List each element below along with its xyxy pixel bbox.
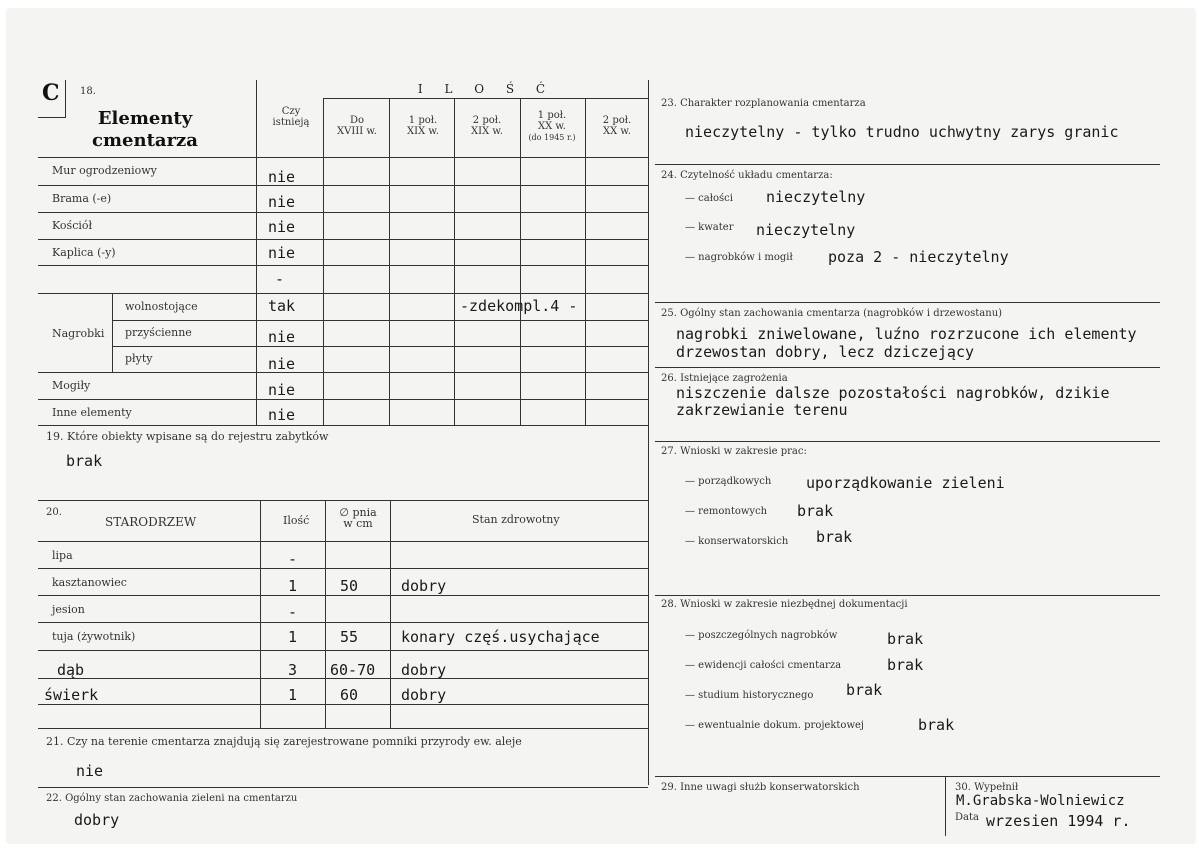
field-27-order-label: — porządkowych bbox=[685, 476, 772, 487]
tree-name-5: świerk bbox=[44, 686, 99, 704]
col-header-3: 2 poł. XIX w. bbox=[471, 115, 503, 137]
trees-title: STARODRZEW bbox=[105, 515, 197, 529]
trees-col-count: Ilość bbox=[283, 514, 310, 527]
field-28-design-label: — ewentualnie dokum. projektowej bbox=[685, 720, 865, 731]
tree-diam-3: 55 bbox=[340, 628, 359, 646]
field-27-label: 27. Wnioski w zakresie prac: bbox=[661, 446, 807, 457]
field-24-graves-value: poza 2 - nieczytelny bbox=[828, 248, 1009, 266]
tree-count-5: 1 bbox=[288, 686, 298, 704]
field-22-label: 22. Ogólny stan zachowania zieleni na cmentarzu bbox=[46, 793, 298, 804]
field-27-order-value: uporządkowanie zieleni bbox=[806, 474, 1005, 492]
tree-count-1: 1 bbox=[288, 577, 298, 595]
col-header-4: 1 poł. XX w. (do 1945 r.) bbox=[528, 110, 576, 142]
field-28-individual-value: brak bbox=[887, 630, 924, 648]
field-28-individual-label: — poszczególnych nagrobków bbox=[685, 630, 838, 641]
col-header-5: 2 poł. XX w. bbox=[602, 115, 632, 137]
value-church: nie bbox=[268, 218, 296, 236]
field-24-label: 24. Czytelność układu cmentarza: bbox=[661, 170, 833, 181]
field-23-label: 23. Charakter rozplanowania cmentarza bbox=[661, 98, 866, 109]
field-27-repair-label: — remontowych bbox=[685, 506, 768, 517]
field-26-line2: zakrzewianie terenu bbox=[676, 401, 848, 419]
tree-health-5: dobry bbox=[401, 686, 447, 704]
field-22-value: dobry bbox=[74, 811, 120, 829]
col-header-1: Do XVIII w. bbox=[337, 115, 377, 137]
tree-name-1: kasztanowiec bbox=[52, 576, 127, 589]
row-label-standalone: wolnostojące bbox=[125, 300, 198, 313]
tree-count-3: 1 bbox=[288, 628, 298, 646]
field-28-label: 28. Wnioski w zakresie niezbędnej dokumentacji bbox=[661, 599, 908, 610]
field-21-value: nie bbox=[76, 762, 104, 780]
field-29-label: 29. Inne uwagi służb konserwatorskich bbox=[661, 782, 860, 793]
field-24-whole-value: nieczytelny bbox=[766, 188, 866, 206]
value-wall: nie bbox=[268, 168, 296, 186]
elements-title: Elementy cmentarza bbox=[92, 108, 198, 151]
field-27-repair-value: brak bbox=[797, 502, 834, 520]
value-gate: nie bbox=[268, 193, 296, 211]
tree-name-3: tuja (żywotnik) bbox=[52, 630, 136, 643]
value-blank-row: - bbox=[275, 270, 285, 288]
tree-diam-1: 50 bbox=[340, 577, 359, 595]
field-23-value: nieczytelny - tylko trudno uchwytny zarys granic bbox=[685, 123, 1119, 141]
field-28-registry-value: brak bbox=[887, 656, 924, 674]
tree-name-2: jesion bbox=[52, 603, 85, 616]
row-label-wall-mounted: przyścienne bbox=[125, 326, 192, 339]
tree-health-4: dobry bbox=[401, 661, 447, 679]
field-30-label: 30. Wypełnił bbox=[955, 782, 1019, 793]
field-27-conservation-value: brak bbox=[816, 528, 853, 546]
field-19-label: 19. Które obiekty wpisane są do rejestru zabytków bbox=[46, 430, 329, 443]
exists-header: Czy istnieją bbox=[272, 106, 310, 128]
field-27-conservation-label: — konserwatorskich bbox=[685, 536, 789, 547]
field-24-quarters-value: nieczytelny bbox=[756, 221, 856, 239]
field-25-line1: nagrobki zniwelowane, luźno rozrzucone ich elementy bbox=[676, 325, 1137, 343]
field-number-18: 18. bbox=[80, 86, 96, 97]
tree-health-3: konary częś.usychające bbox=[401, 628, 600, 646]
field-30-name: M.Grabska-Wolniewicz bbox=[956, 793, 1125, 809]
row-label-slabs: płyty bbox=[125, 352, 153, 365]
tree-count-4: 3 bbox=[288, 661, 298, 679]
tree-diam-4: 60-70 bbox=[330, 661, 376, 679]
field-24-graves-label: — nagrobków i mogił bbox=[685, 252, 793, 263]
field-19-value: brak bbox=[66, 452, 103, 470]
trees-col-health: Stan zdrowotny bbox=[472, 513, 560, 526]
field-26-line1: niszczenie dalsze pozostałości nagrobków, dzikie bbox=[676, 384, 1110, 402]
value-standalone-note: -zdekompl.4 - bbox=[460, 297, 578, 315]
row-label-chapel: Kaplica (-y) bbox=[52, 246, 116, 259]
row-label-graves: Nagrobki bbox=[52, 327, 105, 340]
value-chapel: nie bbox=[268, 244, 296, 262]
field-28-design-value: brak bbox=[918, 716, 955, 734]
tree-health-1: dobry bbox=[401, 577, 447, 595]
field-21-label: 21. Czy na terenie cmentarza znajdują się zarejestrowane pomniki przyrody ew. aleje bbox=[46, 735, 522, 748]
value-standalone: tak bbox=[268, 297, 296, 315]
field-20-number: 20. bbox=[46, 507, 62, 518]
tree-name-0: lipa bbox=[52, 549, 73, 562]
row-label-church: Kościół bbox=[52, 219, 93, 232]
tree-count-2: - bbox=[288, 603, 298, 621]
trees-col-diameter: ∅ pnia w cm bbox=[339, 506, 377, 530]
col-header-2: 1 poł. XIX w. bbox=[407, 115, 439, 137]
tree-diam-5: 60 bbox=[340, 686, 359, 704]
row-label-gate: Brama (-e) bbox=[52, 192, 112, 205]
field-28-study-value: brak bbox=[846, 681, 883, 699]
value-slabs: nie bbox=[268, 355, 296, 373]
value-other: nie bbox=[268, 406, 296, 424]
quantity-header: I L O Ś Ć bbox=[417, 82, 555, 96]
field-26-label: 26. Istniejące zagrożenia bbox=[661, 373, 788, 384]
field-28-study-label: — studium historycznego bbox=[685, 690, 814, 701]
tree-name-4: dąb bbox=[57, 661, 85, 679]
section-letter: C bbox=[42, 80, 60, 106]
field-24-whole-label: — całości bbox=[685, 193, 733, 204]
value-mounds: nie bbox=[268, 381, 296, 399]
row-label-other: Inne elementy bbox=[52, 406, 132, 419]
field-30-date-value: wrzesien 1994 r. bbox=[986, 812, 1131, 830]
row-label-mounds: Mogiły bbox=[52, 379, 91, 392]
field-28-registry-label: — ewidencji całości cmentarza bbox=[685, 660, 842, 671]
value-wall-mounted: nie bbox=[268, 328, 296, 346]
field-25-label: 25. Ogólny stan zachowania cmentarza (nagrobków i drzewostanu) bbox=[661, 308, 1003, 319]
row-label-wall: Mur ogrodzeniowy bbox=[52, 164, 157, 177]
field-30-date-label: Data bbox=[955, 812, 979, 823]
field-24-quarters-label: — kwater bbox=[685, 222, 734, 233]
field-25-line2: drzewostan dobry, lecz dziczejący bbox=[676, 343, 975, 361]
tree-count-0: - bbox=[288, 550, 298, 568]
